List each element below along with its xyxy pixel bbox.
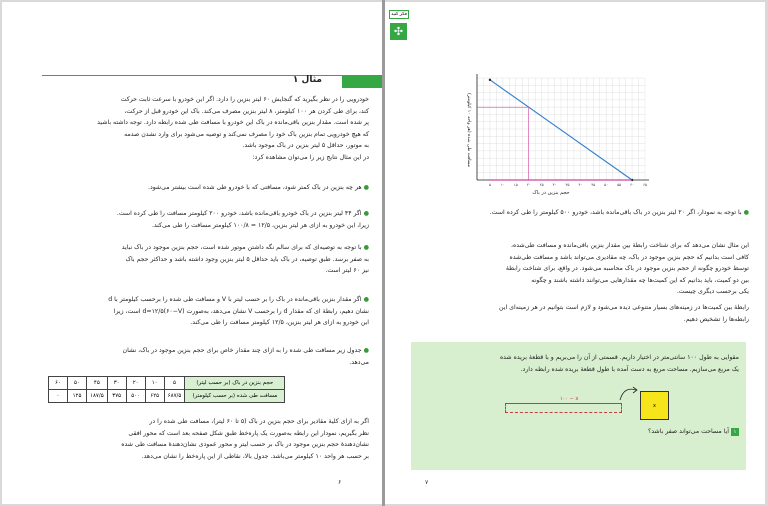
table-cell: ۶۸۷/۵ (164, 390, 185, 403)
table-cell: ۵۰ (68, 377, 87, 390)
paragraph-line: رابطهٔ بین کمیت‌ها در زمینه‌های بسیار متنوعی دیده می‌شود و لازم است بتوانیم در هر زمینه‌ای این (499, 304, 749, 311)
question-number: ۱ (731, 428, 739, 436)
x-tick-label: ۵۰ (604, 183, 609, 187)
bullet-dot-icon: ● (363, 244, 369, 251)
x-tick-label: ۲۵ (539, 183, 544, 187)
x-tick-label: ۶۵ (643, 183, 647, 187)
page-number: ۷ (425, 479, 429, 486)
table-cell: ۱۰ (145, 377, 164, 390)
bullet-2 (24, 208, 369, 231)
x-axis-label: حجم بنزین در باک (532, 190, 570, 195)
bullet-3 (24, 242, 369, 277)
paragraph-line: یکی برحسب دیگری چیست. (676, 288, 749, 295)
intro-line: که هیچ خودرویی تمام بنزین باک خود را مصرف نمی‌کند و توصیه می‌شود برای وارد نشدن صدمه (124, 130, 369, 138)
paragraph-line: کافی است بدانیم که حجم بنزین موجود در باک، چه مقادیری می‌تواند باشد و مسافت طی‌شده (509, 253, 749, 261)
paragraph-line: رابطه‌ها را تشخیص دهیم. (683, 315, 749, 323)
table-cell: ۵ (164, 377, 185, 390)
table-cell: ۶۲۵ (145, 390, 164, 403)
table-cell: ۴۵ (87, 377, 108, 390)
puzzle-icon: ✣ (390, 23, 407, 40)
strip-label: ۱۰۰ − x (560, 396, 579, 402)
x-tick-label: ۱۵ (513, 183, 518, 187)
intro-line: کند، برای طی کردن هر ۱۰۰ کیلومتر، ۸ لیتر بنزین مصرف می‌کند. باک این خودرو قبل از حرکت، (124, 107, 369, 115)
example-title: مثال ۱ (292, 75, 322, 85)
table-cell: ۳۰ (107, 377, 126, 390)
table-cell: ۰ (49, 390, 68, 403)
table-cell: ۱۸۷/۵ (87, 390, 108, 403)
bullet-text: به صفر برسد. طبق توصیه، در باک باید حداقل ۵ لیتر بنزین وجود داشته باشد و حداکثر حجم باک (125, 255, 369, 263)
cardboard-strip (505, 403, 622, 413)
bullet-text: زیرا، این خودرو به ازای هر لیتر بنزین، ۱۲/۵ = ۱۰۰/۸ کیلومتر مسافت را طی می‌کند. (151, 221, 369, 229)
x-tick-label: ۴۰ (578, 183, 583, 187)
paragraph-line: بین دو کمیت، باید بدانیم که این کمیت‌ها چه مقدارهایی می‌توانند داشته باشند و چگونه (531, 276, 749, 284)
right-page (385, 2, 765, 504)
bullet-text: هر چه بنزین در باک کمتر شود، مسافتی که با خودرو طی شده است بیشتر می‌شود. (148, 184, 362, 191)
table-row-header: مسافت طی شده (بر حسب کیلومتر) (185, 390, 285, 403)
bullet-text: این خودرو به ازای هر لیتر بنزین، ۱۲/۵ کیلومتر مسافت را طی می‌کند. (190, 319, 369, 326)
think-text (419, 352, 739, 375)
bullet-5 (24, 345, 369, 368)
table-row (49, 377, 285, 390)
x-tick-label: ۳۵ (565, 183, 570, 187)
left-page (2, 2, 382, 504)
table-cell: ۶۰ (49, 377, 68, 390)
intro-paragraph (24, 94, 369, 163)
question-text: آیا مساحت می‌تواند صفر باشد؟ (648, 428, 730, 435)
x-tick-label: ۳۰ (552, 183, 557, 187)
chart-series (477, 79, 633, 182)
bullet-dot-icon: ● (363, 184, 369, 191)
table-row (49, 390, 285, 403)
bullet-dot-icon: ● (363, 210, 369, 217)
relation-paragraph (399, 302, 749, 325)
think-question (419, 426, 739, 438)
bullet-text: نشان دهیم، رابطهٔ ای که مقدار d را برحسب V نشان می‌دهد، به‌صورت d=۱۲/۵(۶۰−V) است، زیرا (113, 307, 369, 315)
closing-line: اگر به ازای کلیهٔ مقادیر برای حجم بنزین در باک (۵ تا ۶۰ لیتر)، مسافت طی شده را در (149, 418, 369, 425)
table-cell: ۱۲۵ (68, 390, 87, 403)
table-cell: ۲۰ (126, 377, 145, 390)
intro-line: پر شده است. مقدار بنزین باقی‌مانده در باک این خودرو با مسافت طی شده رابطه دارد. توجه داشته باشید (97, 119, 369, 126)
bullet-dot-icon: ● (363, 296, 369, 303)
paragraph-line: توسط خودرو چگونه از حجم بنزین موجود در باک محاسبه می‌شود. در واقع، برای شناخت رابطهٔ (505, 265, 749, 272)
x-tick-label: ۵۵ (617, 183, 622, 187)
table-row-header: حجم بنزین در باک (بر حسب لیتر) (185, 377, 285, 390)
yellow-square: x (640, 391, 669, 420)
closing-line: بر حسب هر واحد ۱۰ کیلومتر می‌باشد. جدول بالا، نقاطی از این پاره‌خط را نشان می‌دهد. (141, 452, 369, 460)
intro-line: در این مثال نتایج زیر را می‌توان مشاهده کرد: (252, 153, 369, 161)
paragraph-line: این مثال نشان می‌دهد که برای شناخت رابطهٔ بین مقدار بنزین باقی‌مانده و مسافت طی‌شده، (510, 242, 749, 249)
bullet-text: نیز ۶۰ لیتر است. (325, 267, 369, 274)
curved-arrow-icon (618, 384, 640, 402)
x-tick-label: ۲۰ (526, 183, 531, 187)
intro-line: به موتور، حداقل ۵ لیتر بنزین در باک موجود باشد. (242, 142, 369, 149)
x-tick-label: ۱۰ (500, 183, 505, 187)
intro-line: خودرویی را در نظر بگیرید که گنجایش ۶۰ لیتر بنزین را دارد. اگر این خودرو با سرعت ثابت حرکت (120, 96, 369, 103)
table-cell: ۵۰۰ (126, 390, 145, 403)
think-tag: فکر کنید (389, 10, 409, 19)
bullet-after-chart (399, 207, 749, 219)
fuel-distance-table (48, 376, 285, 403)
page-number: ۶ (338, 479, 342, 486)
closing-line: نشان‌دهندهٔ حجم بنزین موجود در باک بر حسب لیتر و محور عمودی نشان‌دهندهٔ مسافت طی شده (121, 441, 369, 448)
bullet-text: جدول زیر مسافت طی شده را به ازای چند مقدار خاص برای حجم بنزین موجود در باک، نشان (122, 347, 362, 354)
chart-grid (477, 78, 645, 180)
x-tick-label: ۶۰ (630, 183, 635, 187)
x-tick-label: ۴۵ (591, 183, 596, 187)
y-axis-label: مسافت طی شده (هر واحد ۱۰ کیلومتر) (466, 92, 471, 168)
chart-ticks (489, 183, 647, 187)
series-endpoint (489, 79, 491, 81)
bullet-text: با توجه به توصیه‌ای که برای سالم نگه داشتن موتور شده است، حجم بنزین موجود در باک نباید (121, 244, 362, 251)
think-line: مقوایی به طول ۱۰۰ سانتی‌متر در اختیار داریم. قسمتی از آن را می‌بریم و با قطعهٔ بریده شده (499, 354, 739, 361)
fuel-distance-chart (455, 70, 655, 195)
bullet-dot-icon: ● (363, 347, 369, 354)
bullet-text: اگر ۴۴ لیتر بنزین در باک خودرو باقی‌مانده باشد، خودرو ۲۰۰ کیلومتر مسافت را طی کرده است. (116, 210, 362, 217)
bullet-text: می‌دهد. (349, 358, 369, 366)
bullet-text: با توجه به نمودار، اگر ۲۰ لیتر بنزین در باک باقی‌مانده باشد، خودرو ۵۰۰ کیلومتر را طی کرده است. (489, 209, 742, 216)
closing-line: نظر بگیریم، نمودار این رابطه به‌صورت یک پاره‌خط طبق شکل صفحه بعد است که محور افقی (128, 429, 369, 437)
closing-paragraph (24, 416, 369, 462)
bullet-dot-icon: ● (743, 209, 749, 216)
think-line: یک مربع می‌سازیم. مساحت مربع به دست آمده با طول قطعهٔ بریده شده رابطه دارد. (520, 365, 739, 373)
x-tick-label: ۵ (488, 183, 491, 187)
bullet-1 (24, 182, 369, 194)
bullet-4 (24, 294, 369, 329)
table-cell: ۳۷۵ (107, 390, 126, 403)
explanation-paragraph (399, 240, 749, 298)
bullet-text: اگر مقدار بنزین باقی‌مانده در باک را بر حسب لیتر با V و مسافت طی شده را برحسب کیلومتر با d (108, 296, 362, 303)
